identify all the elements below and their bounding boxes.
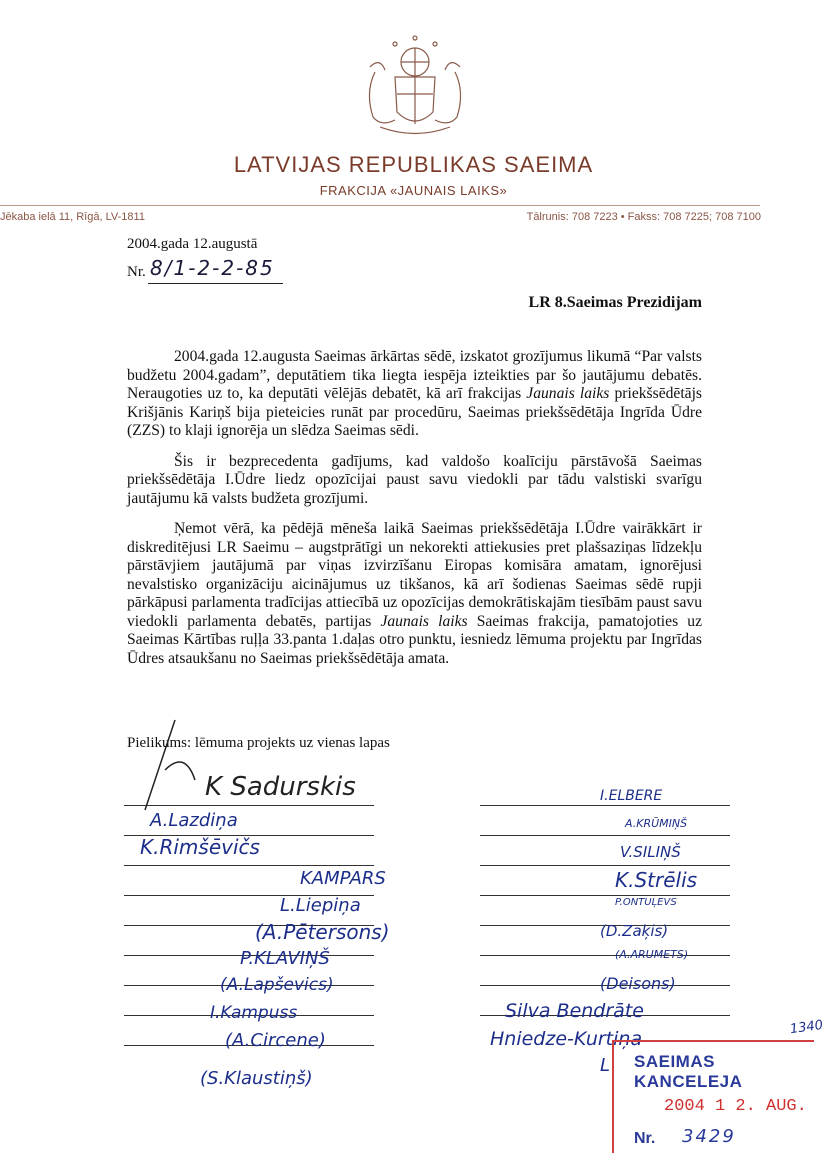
letterhead [0,0,827,230]
signature-line [480,955,730,956]
signature-left-10: (A.Circene) [225,1030,326,1051]
signature-right-8: (Deisons) [600,974,676,993]
stamp-date: 2004 1 2. AUG. [664,1097,807,1116]
signature-left-9: I.Kampuss [210,1003,298,1023]
signature-left-3: K.Rimšēvičs [140,835,260,859]
signature-right-9: Silva Bendrāte [505,1000,644,1022]
received-time: 1340 [789,1017,824,1038]
address: Jēkaba ielā 11, Rīgā, LV-1811 [0,211,145,223]
signature-right-3: V.SILIŅŠ [620,843,681,861]
letter-number-label: Nr. [127,264,146,280]
stamp-number: 3429 [682,1126,736,1147]
signature-left-11: (S.Klaustiņš) [200,1068,313,1089]
signature-right-7: (A.ARUMETS) [615,948,689,961]
signature-left-6: (A.Pētersons) [255,920,390,944]
signature-line [480,835,730,836]
stamp-number-label: Nr. [634,1130,656,1147]
signature-right-11: L [600,1055,611,1076]
letterhead-rule [0,205,760,206]
phone-fax: Tālrunis: 708 7223 • Fakss: 708 7225; 708 7100 [526,211,761,223]
attachment-note: Pielikums: lēmuma projekts uz vienas lapas [127,735,390,751]
signature-left-2: A.Lazdiņa [150,810,238,831]
signature-right-6: (D.Zaķis) [600,922,669,940]
letter-body [127,348,702,680]
addressee: LR 8.Saeimas Prezidijam [528,294,702,311]
letter-number-line [148,283,283,284]
paragraph-2: Šis ir bezprecedenta gadījums, kad valdošo koalīciju pārstāvošā Saeimas priekšsēdētāja I.Ūdre liedz opozīcijai paust savu viedokli par tādu valstiski svarīgu jautājumu kā valsts budžeta grozījumi. [127,452,702,507]
signature-left-8: (A.Lapševics) [220,975,334,995]
signature-left-7: P.KLAVIŅŠ [240,948,330,969]
signature-left-5: L.Liepiņa [280,895,361,916]
org-title: LATVIJAS REPUBLIKAS SAEIMA [233,152,594,177]
paragraph-1: 2004.gada 12.augusta Saeimas ārkārtas sēdē, izskatot grozījumus likumā “Par valsts budžetu 2004.gadam”, deputātiem tika liegta iespēja izteikties par šo jautājumu debatēs. Neraugoties uz to, ka deputāti vēlējās debatēt, kā arī frakcijas Jaunais laiks priekšsēdētājs Krišjānis Kariņš bija pieteicies runāt par procedūru, Saeimas priekšsēdētāja Ingrīda Ūdre (ZZS) to klaji ignorēja un slēdza Saeimas sēdi. [127,348,702,439]
signature-right-1: I.ELBERE [600,788,663,804]
signature-right-2: A.KRŪMIŅŠ [625,817,688,830]
paragraph-3: Ņemot vērā, ka pēdējā mēneša laikā Saeimas priekšsēdētāja I.Ūdre vairākkārt ir diskreditējusi LR Saeimu – augstprātīgi un nekorekti attiekusies pret plašsaziņas līdzekļu pārstāvjiem jautājumā par viņas izvirzīšanu Eiropas komisāra amatam, ignorējusi nevalstisko organizāciju aicinājumus uz tikšanos, kā arī šodienas Saeimas sēdē rupji pārkāpusi parlamenta tradīcijas attiecībā uz opozīcijas demokrātiskajām tiesībām paust savu viedokli parlamenta debatēs, partijas Jaunais laiks Saeimas frakcija, pamatojoties uz Saeimas Kārtības ruļļa 33.panta 1.daļas otro punktu, iesniedz lēmuma projektu par Ingrīdas Ūdres atsaukšanu no Saeimas priekšsēdētāja amata. [127,520,702,667]
signature-right-4: K.Strēlis [615,868,698,892]
letter-date: 2004.gada 12.augustā [127,236,258,252]
signature-scribble-icon [135,710,215,820]
signature-line [124,865,374,866]
signature-left-4: KAMPARS [300,868,386,889]
coat-of-arms-icon [345,32,485,142]
receipt-stamp [612,1040,814,1153]
signature-left-1: K Sadurskis [205,772,356,802]
signature-line [480,895,730,896]
faction-name: FRAKCIJA «JAUNAIS LAIKS» [319,183,508,198]
letter-number: 8/1-2-2-85 [150,256,275,280]
signature-line [480,865,730,866]
stamp-title: SAEIMAS KANCELEJA [634,1052,743,1091]
signature-right-10: Hniedze-Kurtiņa [490,1028,643,1050]
signature-right-5: P.ONTUĻEVS [615,897,677,908]
signature-line [480,805,730,806]
